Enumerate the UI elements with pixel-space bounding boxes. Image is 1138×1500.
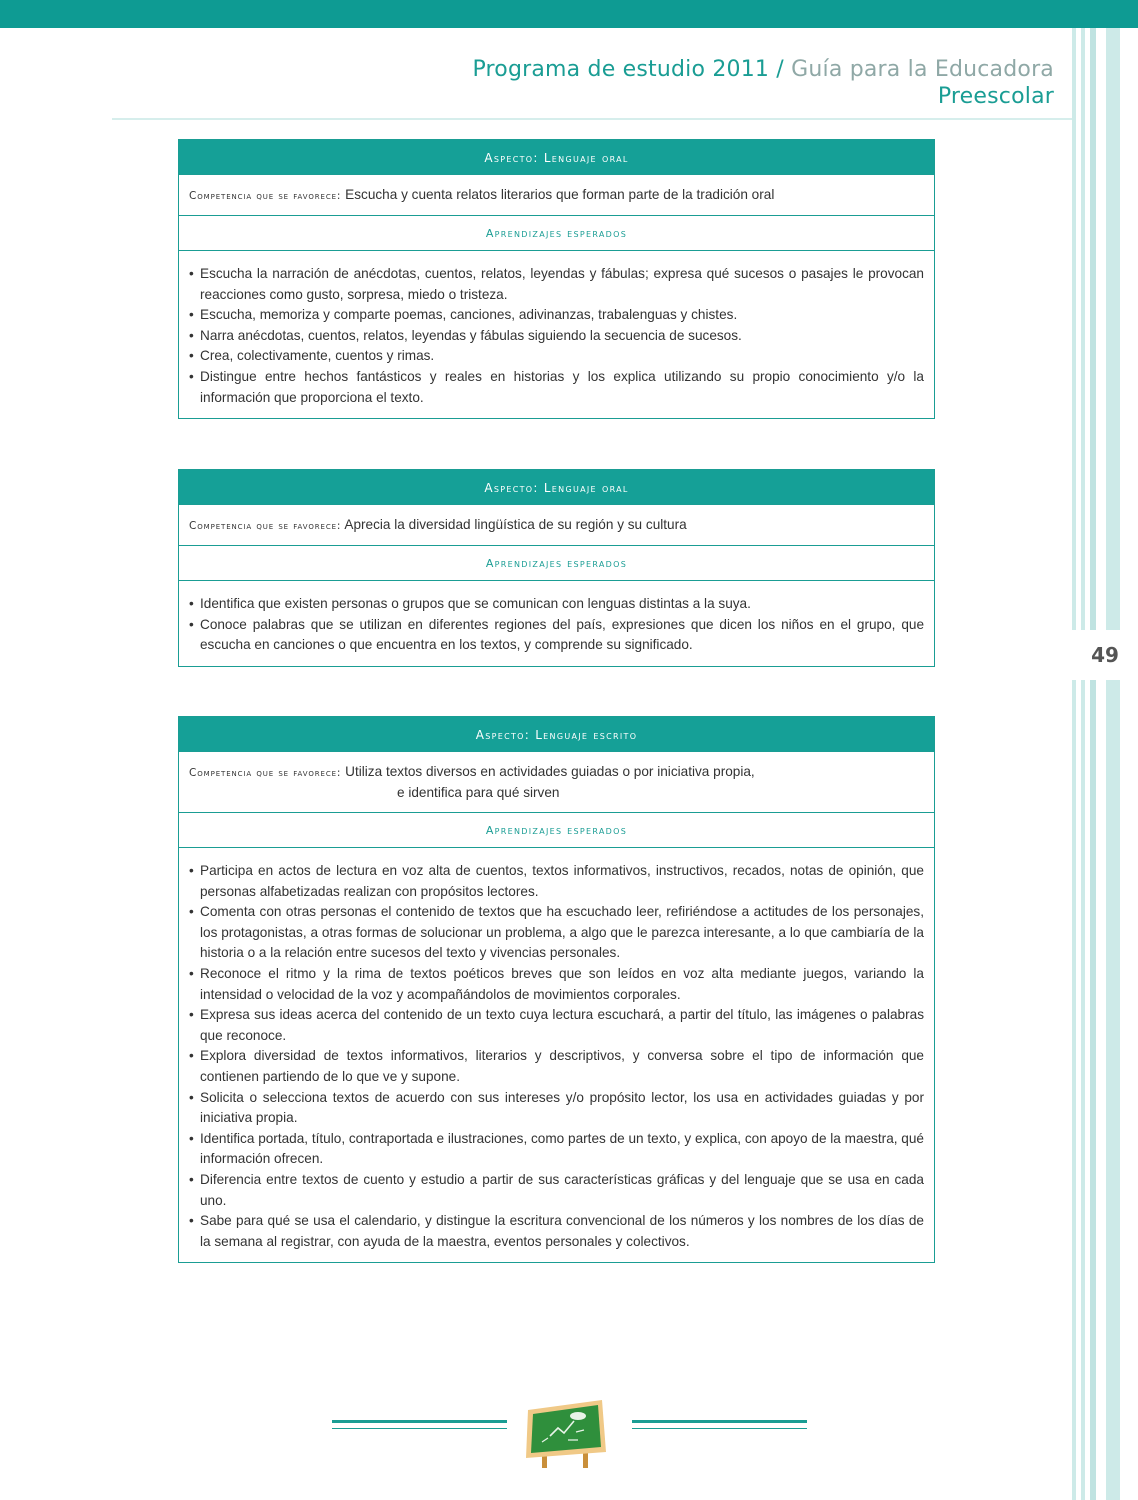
list-item: • Sabe para qué se usa el calendario, y distingue la escritura convencional de los números y los nombres de los días de la semana al registrar, con ayuda de la maestra, eventos personales y colectivos. bbox=[189, 1211, 924, 1252]
list-item: • Diferencia entre textos de cuento y estudio a partir de sus características gráficas y del lenguaje que se usa en cada uno. bbox=[189, 1170, 924, 1211]
list-item: • Explora diversidad de textos informativos, literarios y descriptivos, y conversa sobre el tipo de información que contienen partiendo de lo que ve y supone. bbox=[189, 1046, 924, 1087]
learning-heading: Aprendizajes esperados bbox=[179, 215, 934, 250]
competence-row bbox=[179, 751, 934, 812]
footer-rule-right-thin bbox=[632, 1428, 807, 1429]
learning-list bbox=[179, 250, 934, 418]
list-item: • Expresa sus ideas acerca del contenido de un texto cuya lectura escuchará, a partir del título, las imágenes o palabras que reconoce. bbox=[189, 1005, 924, 1046]
competence-text: Aprecia la diversidad lingüística de su región y su cultura bbox=[344, 517, 687, 532]
program-title: Programa de estudio 2011 / bbox=[472, 57, 784, 82]
competence-row bbox=[179, 174, 934, 215]
learning-heading: Aprendizajes esperados bbox=[179, 545, 934, 580]
footer-rule-left bbox=[332, 1420, 507, 1423]
footer-rule-left-thin bbox=[332, 1428, 507, 1429]
guide-title: Guía para la Educadora bbox=[791, 57, 1054, 82]
aspect-heading: Aspecto: Lenguaje oral bbox=[179, 470, 934, 504]
top-color-bar bbox=[0, 0, 1138, 28]
list-item: • Identifica portada, título, contraportada e ilustraciones, como partes de un texto, y explica, con apoyo de la maestra, qué información ofrecen. bbox=[189, 1129, 924, 1170]
list-item: • Escucha la narración de anécdotas, cuentos, relatos, leyendas y fábulas; expresa qué sucesos o pasajes le provocan reacciones como gusto, sorpresa, miedo o tristeza. bbox=[189, 264, 924, 305]
list-item: • Crea, colectivamente, cuentos y rimas. bbox=[189, 346, 924, 367]
list-item: • Solicita o selecciona textos de acuerdo con sus intereses y/o propósito lector, los usa en actividades guiadas y por iniciativa propia. bbox=[189, 1088, 924, 1129]
competence-row bbox=[179, 504, 934, 545]
side-stripes bbox=[1072, 28, 1138, 1500]
list-item: • Reconoce el ritmo y la rima de textos poéticos breves que son leídos en voz alta mediante juegos, variando la intensidad o velocidad de la voz y acompañándolos de movimientos corporales. bbox=[189, 964, 924, 1005]
aspect-heading: Aspecto: Lenguaje escrito bbox=[179, 717, 934, 751]
aspect-heading: Aspecto: Lenguaje oral bbox=[179, 140, 934, 174]
chalkboard-icon bbox=[520, 1396, 610, 1470]
competence-text-cont: e identifica para qué sirven bbox=[397, 785, 560, 800]
header-divider bbox=[112, 118, 1072, 120]
page-number: 49 bbox=[1072, 630, 1138, 680]
learning-list bbox=[179, 847, 934, 1262]
footer-rule-right bbox=[632, 1420, 807, 1423]
competence-label: Competencia que se favorece: bbox=[189, 190, 342, 202]
page-header bbox=[472, 56, 1054, 110]
competence-text: Utiliza textos diversos en actividades guiadas o por iniciativa propia, bbox=[345, 764, 755, 779]
list-item: • Escucha, memoriza y comparte poemas, canciones, adivinanzas, trabalenguas y chistes. bbox=[189, 305, 924, 326]
competence-label: Competencia que se favorece: bbox=[189, 520, 342, 532]
list-item: • Conoce palabras que se utilizan en diferentes regiones del país, expresiones que dicen los niños en el grupo, que escucha en canciones o que encuentra en los textos, y comprende su significado. bbox=[189, 615, 924, 656]
aspect-box-oral-1 bbox=[178, 139, 935, 419]
list-item: • Participa en actos de lectura en voz alta de cuentos, textos informativos, instructivos, recados, notas de opinión, que personas alfabetizadas realizan con propósitos lectores. bbox=[189, 861, 924, 902]
aspect-box-oral-2 bbox=[178, 469, 935, 667]
list-item: • Distingue entre hechos fantásticos y reales en historias y los explica utilizando su propio conocimiento y/o la información que proporciona el texto. bbox=[189, 367, 924, 408]
list-item: • Identifica que existen personas o grupos que se comunican con lenguas distintas a la suya. bbox=[189, 594, 924, 615]
learning-list bbox=[179, 580, 934, 666]
learning-heading: Aprendizajes esperados bbox=[179, 812, 934, 847]
competence-text: Escucha y cuenta relatos literarios que forman parte de la tradición oral bbox=[345, 187, 775, 202]
list-item: • Narra anécdotas, cuentos, relatos, leyendas y fábulas siguiendo la secuencia de sucesos. bbox=[189, 326, 924, 347]
list-item: • Comenta con otras personas el contenido de textos que ha escuchado leer, refiriéndose a actitudes de los personajes, los protagonistas, a otras formas de solucionar un problema, a algo que le parezca interesante, a lo que cambiaría de la historia o a la relación entre sucesos del texto y vivencias personales. bbox=[189, 902, 924, 964]
competence-label: Competencia que se favorece: bbox=[189, 767, 342, 779]
level-title: Preescolar bbox=[937, 84, 1054, 109]
aspect-box-written bbox=[178, 716, 935, 1263]
